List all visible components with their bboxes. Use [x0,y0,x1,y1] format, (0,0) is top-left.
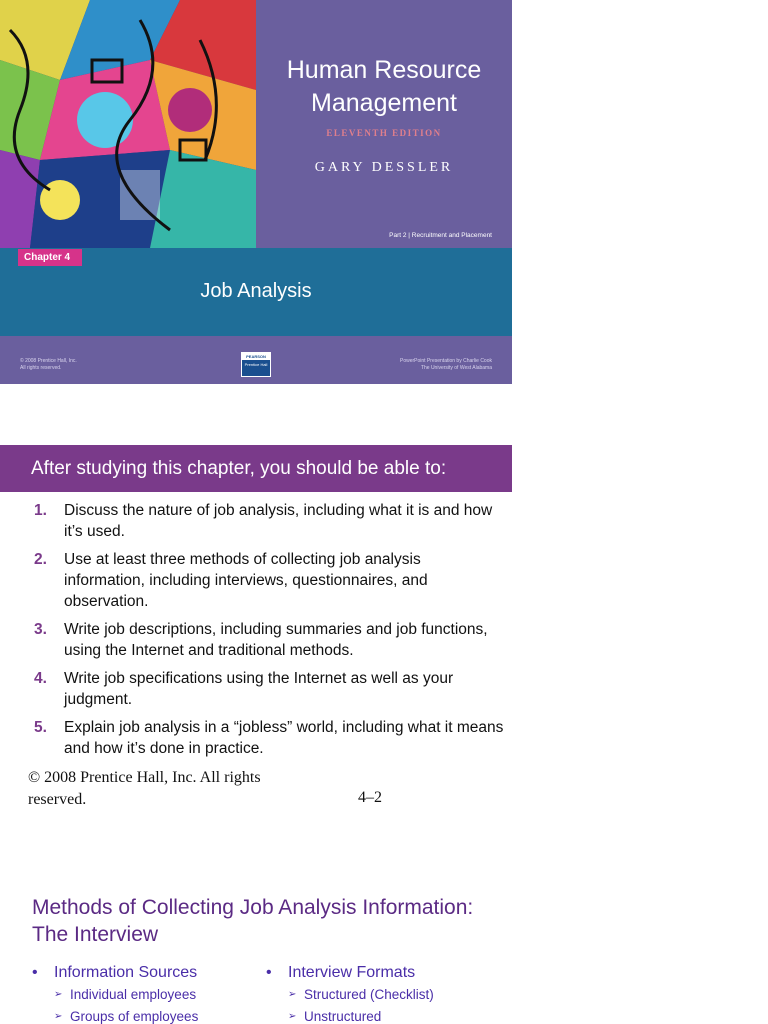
presentation-credit [400,358,492,372]
sub-bullet-text: Individual employees [70,987,197,1002]
chapter-title: Job Analysis [200,280,312,302]
bullet-item [266,962,434,984]
arrow-bullet-icon: ➢ [288,1011,297,1022]
chapter-badge: Chapter 4 [18,249,82,266]
information-sources-column [32,962,198,1024]
part-label: Part 2 | Recruitment and Placement [389,232,492,239]
objective-item [34,668,504,710]
objective-text: Discuss the nature of job analysis, including what it is and how it’s used. [64,502,493,540]
objective-item [34,549,504,612]
bullet-heading: Interview Formats [288,964,416,981]
objective-number: 1. [34,502,47,519]
objectives-heading: After studying this chapter, you should be able to: [0,445,512,492]
objective-number: 4. [34,670,47,687]
slide-copyright: © 2008 Prentice Hall, Inc. All rights reserved. [28,769,261,808]
title-copyright-line1: © 2008 Prentice Hall, Inc. [20,358,77,364]
sub-bullet-item [266,1006,434,1024]
title-copyright [20,358,77,372]
publisher-logo-top: PEARSON [242,353,270,360]
interview-slide [0,890,512,1024]
arrow-bullet-icon: ➢ [54,989,63,1000]
objective-item [34,717,504,759]
objective-number: 2. [34,551,47,568]
author-name: GARY DESSLER [314,160,454,175]
interview-slide-title: Methods of Collecting Job Analysis Information: The Interview [32,896,474,946]
cover-artwork [0,0,256,248]
objective-text: Write job specifications using the Internet as well as your judgment. [64,670,454,708]
arrow-bullet-icon: ➢ [288,989,297,1000]
presentation-credit-line2: The University of West Alabama [420,365,492,371]
objective-text: Write job descriptions, including summaries and job functions, using the Internet and traditional methods. [64,621,488,659]
sub-bullet-text: Structured (Checklist) [304,987,434,1002]
bullet-heading: Information Sources [54,964,198,981]
bullet-item [32,962,198,984]
sub-bullet-item [32,984,198,1006]
sub-bullet-item [32,1006,198,1024]
book-title-line2: Management [311,89,457,117]
objective-number: 5. [34,719,47,736]
publisher-logo-bottom: Prentice Hall [244,362,268,367]
objectives-list [34,500,504,766]
interview-formats-column [266,962,434,1024]
presentation-credit-line1: PowerPoint Presentation by Charlie Cook [400,358,492,364]
title-slide [0,0,512,384]
title-copyright-line2: All rights reserved. [20,365,62,371]
objective-text: Explain job analysis in a “jobless” world, including what it means and how it’s done in practice. [64,719,504,757]
book-title-line1: Human Resource [286,56,482,84]
publisher-logo [241,352,271,377]
sub-bullet-text: Unstructured [304,1009,382,1024]
objective-item [34,619,504,661]
sub-bullet-item [266,984,434,1006]
arrow-bullet-icon: ➢ [54,1011,63,1022]
bullet-dot-icon: • [32,964,38,981]
edition-label: ELEVENTH EDITION [326,128,442,138]
book-title [258,54,510,120]
objectives-slide [0,445,512,829]
bullet-dot-icon: • [266,964,272,981]
sub-bullet-text: Groups of employees [70,1009,199,1024]
objective-item [34,500,504,542]
slide-number: 4–2 [358,789,382,806]
objective-text: Use at least three methods of collecting job analysis information, including interviews, questionnaires, and observation. [64,551,428,610]
objective-number: 3. [34,621,47,638]
